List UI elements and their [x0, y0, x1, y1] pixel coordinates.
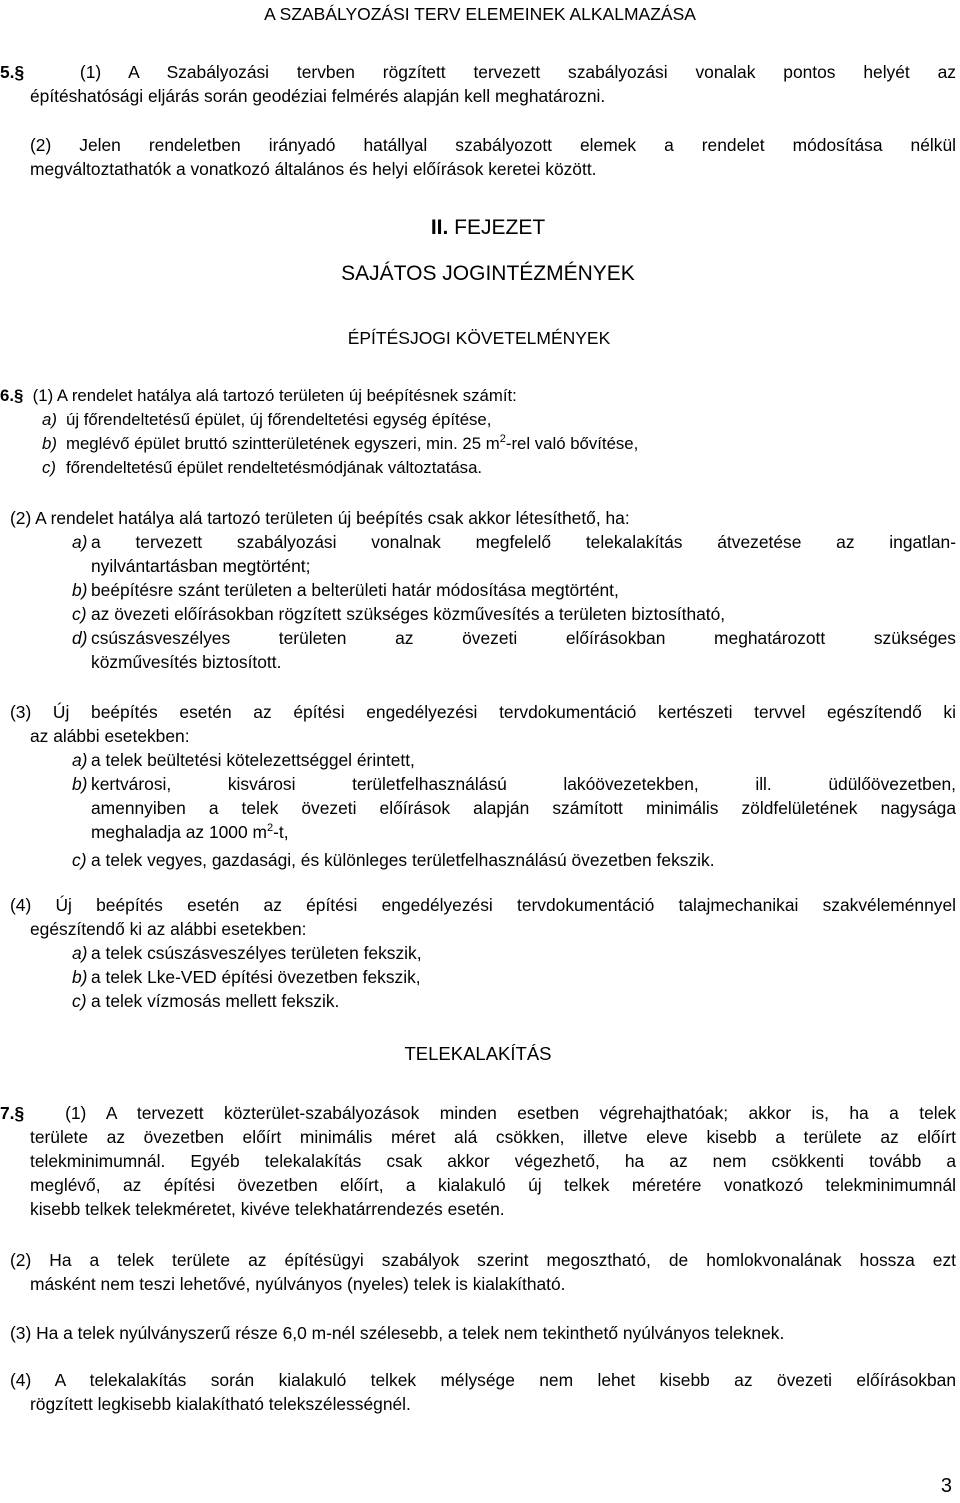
- item-line2: amennyiben a telek övezeti előírások alapján számított minimális zöldfelületének nagysága: [91, 798, 956, 818]
- item-line1: csúszásveszélyes területen az övezeti előírásokban meghatározott szükséges: [91, 628, 956, 648]
- item-label: c): [42, 458, 56, 477]
- item-text: a telek csúszásveszélyes területen fekszik,: [91, 943, 422, 963]
- s6-p4: [10, 893, 956, 1013]
- s6-p2-item-b: [10, 578, 956, 602]
- s6-paragraph-sign: §: [14, 386, 24, 405]
- s7-p4-line1: (4) A telekalakítás során kialakuló telkek mélysége nem lehet kisebb az övezeti előírásokban: [10, 1370, 956, 1390]
- item-line1: a telek vegyes, gazdasági, és különleges területfelhasználású övezetben fekszik.: [91, 850, 715, 870]
- s7-p1-line3: telekminimumnál. Egyéb telekalakítás csak akkor végezhető, ha az nem csökkenti tovább a: [30, 1151, 956, 1171]
- s6-p3-item-a: [10, 748, 956, 772]
- chapter-subtitle: ÉPÍTÉSJOGI KÖVETELMÉNYEK: [347, 328, 611, 348]
- item-text: meglévő épület bruttó szintterületének egyszeri, min. 25 m: [66, 434, 500, 453]
- section-7: [0, 1101, 956, 1221]
- item-label: a): [72, 750, 88, 770]
- s6-p3-item-b: [10, 772, 956, 844]
- chapter-number: II.: [430, 216, 449, 239]
- item-label: a): [72, 532, 88, 552]
- chapter-title: SAJÁTOS JOGINTÉZMÉNYEK: [341, 262, 635, 285]
- item-text: új főrendeltetésű épület, új főrendeltetési egység építése,: [66, 410, 492, 429]
- section-5: [0, 60, 956, 181]
- s7-number: 7.: [0, 1103, 15, 1123]
- item-line2: nyilvántartásban megtörtént;: [91, 556, 311, 576]
- s6-p1-item-b: [0, 432, 956, 456]
- s7-p2: [10, 1248, 956, 1296]
- item-label: c): [72, 991, 87, 1011]
- section-6: [0, 384, 956, 480]
- s6-p4-line2: egészítendő ki az alábbi esetekben:: [30, 919, 307, 939]
- item-text: a telek Lke-VED építési övezetben fekszik,: [91, 967, 421, 987]
- s7-p1-line5: kisebb telkek telekméretet, kivéve telekhatárrendezés esetén.: [30, 1199, 505, 1219]
- item-label: c): [72, 604, 87, 624]
- item-text: főrendeltetésű épület rendeltetésmódjának változtatása.: [66, 458, 483, 477]
- section-heading-top: A SZABÁLYOZÁSI TERV ELEMEINEK ALKALMAZÁSA: [264, 4, 696, 24]
- s7-p1-line2: területe az övezetben előírt minimális méret alá csökken, illetve eleve kisebb a területe az előírt: [30, 1127, 956, 1147]
- s7-p2-line2: másként nem teszi lehetővé, nyúlványos (nyeles) telek is kialakítható.: [30, 1274, 566, 1294]
- s7-p2-line1: (2) Ha a telek területe az építésügyi szabályok szerint megosztható, de homlokvonalának hossza ezt: [10, 1250, 956, 1270]
- page-number: 3: [940, 1475, 952, 1497]
- s5-p2-line1: (2) Jelen rendeletben irányadó hatállyal szabályozott elemek a rendelet módosítása nélkül: [30, 135, 956, 155]
- s6-p3-line2: az alábbi esetekben:: [30, 726, 190, 746]
- item-label: b): [42, 434, 57, 453]
- s6-p1-item-c: [0, 456, 956, 480]
- s5-p1-line2: építéshatósági eljárás során geodéziai felmérés alapján kell meghatározni.: [30, 86, 606, 106]
- item-label: b): [72, 580, 88, 600]
- s7-p3: (3) Ha a telek nyúlványszerű része 6,0 m-nél szélesebb, a telek nem tekinthető nyúlványos teleknek.: [10, 1323, 785, 1343]
- s6-p2-item-c: [10, 602, 956, 626]
- superscript: 2: [266, 822, 274, 834]
- s6-p2-item-d: [10, 626, 956, 674]
- item-line2: közművesítés biztosított.: [91, 652, 282, 672]
- s5-number: 5.: [0, 62, 15, 82]
- item-label: d): [72, 628, 88, 648]
- superscript: 2: [499, 433, 506, 445]
- s6-p3-line1: (3) Új beépítés esetén az építési engedélyezési tervdokumentáció kertészeti tervvel egészítendő ki: [10, 702, 956, 722]
- item-label: a): [42, 410, 57, 429]
- s6-number: 6.: [0, 386, 14, 405]
- item-line3-pre: meghaladja az 1000 m: [91, 822, 267, 842]
- s6-p2-lead: (2) A rendelet hatálya alá tartozó területen új beépítés csak akkor létesíthető, ha:: [10, 508, 630, 528]
- s6-p3: [10, 700, 956, 872]
- s6-p4-item-b: [10, 965, 956, 989]
- item-line1: kertvárosi, kisvárosi területfelhasználású lakóövezetekben, ill. üdülőövezetben,: [91, 774, 956, 794]
- chapter-fejezet: FEJEZET: [454, 216, 546, 239]
- s7-p1-line4: meglévő, az építési övezetben előírt, a kialakuló új telkek méretére vonatkozó telekminimumnál: [30, 1175, 956, 1195]
- s7-p4: [10, 1368, 956, 1416]
- item-line3-post: -t,: [273, 822, 289, 842]
- item-label: c): [72, 850, 87, 870]
- s5-p1-line1: [0, 60, 956, 84]
- item-text-post: -rel való bővítése,: [505, 434, 639, 453]
- chapter-heading: [0, 214, 960, 242]
- item-label: a): [72, 943, 88, 963]
- s6-p2-item-a: [10, 530, 956, 578]
- item-label: b): [72, 774, 88, 794]
- s5-p1-text1: (1) A Szabályozási tervben rögzített tervezett szabályozási vonalak pontos helyét az: [79, 62, 956, 82]
- item-label: b): [72, 967, 88, 987]
- s7-paragraph-sign: §: [14, 1103, 25, 1123]
- item-line1: beépítésre szánt területen a belterületi határ módosítása megtörtént,: [91, 580, 619, 600]
- item-line1: a telek beültetési kötelezettséggel érintett,: [91, 750, 415, 770]
- s7-p1-line1: [0, 1101, 956, 1125]
- s6-p1: [0, 384, 956, 408]
- s6-p1-item-a: [0, 408, 956, 432]
- s7-p1-text1: (1) A tervezett közterület-szabályozások minden esetben végrehajthatóak; akkor is, ha a telek: [65, 1103, 956, 1123]
- s6-p1-text: (1) A rendelet hatálya alá tartozó területen új beépítésnek számít:: [32, 386, 517, 405]
- s7-p4-line2: rögzített legkisebb kialakítható telekszélességnél.: [30, 1394, 411, 1414]
- s6-p4-item-c: [10, 989, 956, 1013]
- s6-p2: [10, 506, 956, 674]
- s6-p3-item-c: [10, 848, 956, 872]
- s6-p4-line1: (4) Új beépítés esetén az építési engedélyezési tervdokumentáció talajmechanikai szakvéleménnyel: [10, 895, 956, 915]
- s6-p4-item-a: [10, 941, 956, 965]
- telekalakitas-heading: TELEKALAKÍTÁS: [404, 1043, 552, 1064]
- s5-p2-line2: megváltoztathatók a vonatkozó általános és helyi előírások keretei között.: [30, 159, 597, 179]
- s5-paragraph-sign: §: [14, 62, 25, 82]
- item-line1: az övezeti előírásokban rögzített szükséges közművesítés a területen biztosítható,: [91, 604, 726, 624]
- item-text: a telek vízmosás mellett fekszik.: [91, 991, 340, 1011]
- item-line3: [72, 820, 956, 844]
- item-line1: a tervezett szabályozási vonalnak megfelelő telekalakítás átvezetése az ingatlan-: [91, 532, 956, 552]
